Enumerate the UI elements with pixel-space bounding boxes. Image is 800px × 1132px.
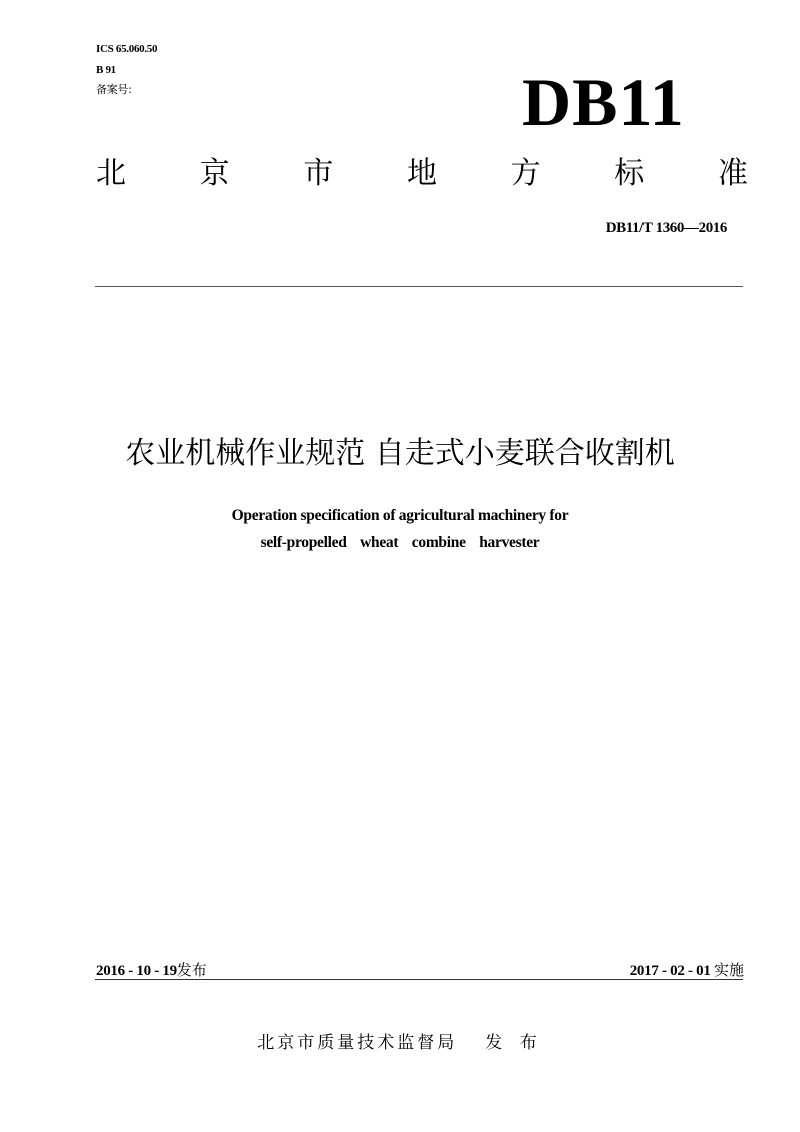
publish-label: 发 布 xyxy=(485,1033,543,1053)
standard-type-char: 方 xyxy=(510,156,541,191)
standard-type-char: 北 xyxy=(96,156,126,191)
implementation-date: 2017 - 02 - 01 xyxy=(629,963,711,979)
standard-type-char: 市 xyxy=(303,156,334,191)
footer-divider xyxy=(95,979,743,980)
standard-type-char: 地 xyxy=(406,156,437,191)
standard-number: DB11/T 1360—2016 xyxy=(605,220,727,236)
standard-type-char: 京 xyxy=(199,156,230,191)
issue-label: 发布 xyxy=(176,961,207,979)
document-title-english-line-2: self-propelled wheat combine harvester xyxy=(260,534,540,551)
document-title-chinese: 农业机械作业规范 自走式小麦联合收割机 xyxy=(125,436,675,471)
issue-date: 2016 - 10 - 19 xyxy=(96,963,177,979)
standard-type-heading xyxy=(96,154,748,194)
ics-code: ICS 65.060.50 xyxy=(96,43,158,55)
document-title-english-line-1: Operation specification of agricultural machinery for xyxy=(231,507,569,524)
publisher-line xyxy=(0,1031,800,1055)
header-divider xyxy=(95,286,743,287)
filing-number-label: 备案号: xyxy=(96,83,132,96)
standard-type-char: 准 xyxy=(717,156,748,191)
implementation-date-block xyxy=(630,960,744,981)
implementation-label: 实施 xyxy=(713,961,744,979)
classification-code: B 91 xyxy=(96,64,116,76)
issue-date-block xyxy=(96,960,207,981)
standard-code-logo: DB11 xyxy=(522,64,685,140)
standard-type-char: 标 xyxy=(614,156,645,191)
publisher-name: 北京市质量技术监督局 xyxy=(257,1033,458,1053)
